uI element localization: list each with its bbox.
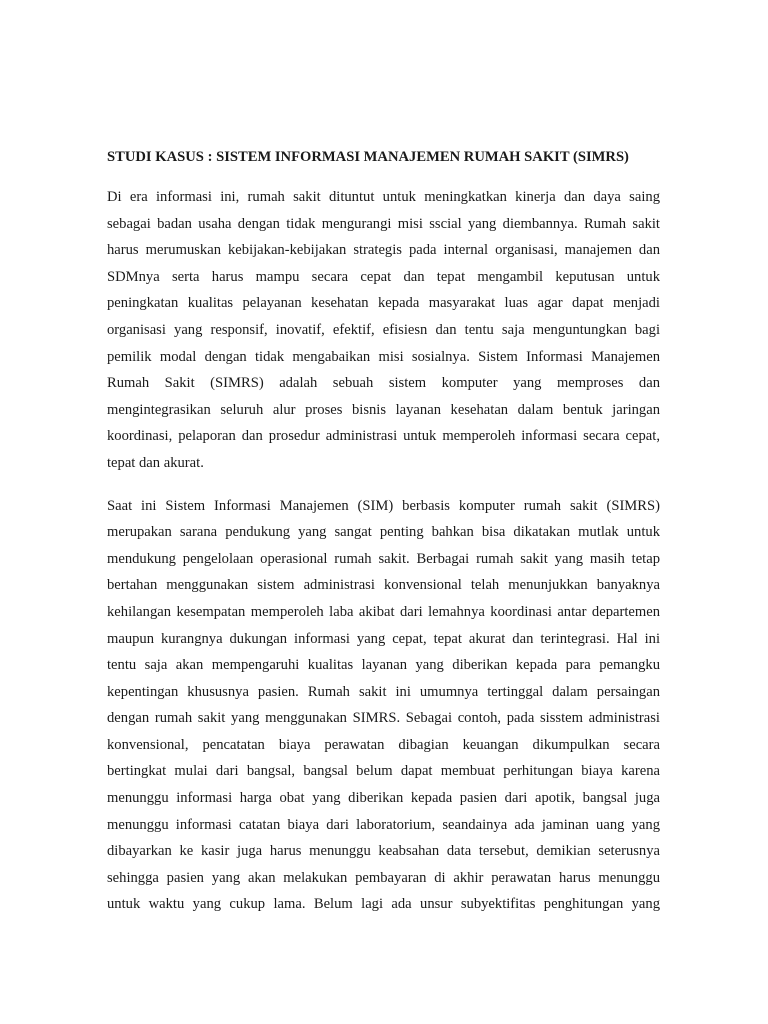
text-line: harus merumuskan kebijakan-kebijakan strategis pada internal organisasi, manajemen dan — [107, 242, 660, 259]
text-line: SDMnya serta harus mampu secara cepat dan tepat mengambil keputusan untuk — [107, 268, 660, 285]
text-line: tepat dan akurat. — [107, 454, 204, 471]
document-title: STUDI KASUS : SISTEM INFORMASI MANAJEMEN RUMAH SAKIT (SIMRS) — [107, 149, 629, 165]
text-line: Saat ini Sistem Informasi Manajemen (SIM) berbasis komputer rumah sakit (SIMRS) — [107, 497, 660, 514]
text-line: menunggu informasi catatan biaya dari laboratorium, seandainya ada jaminan uang yang — [107, 816, 660, 833]
text-line: dibayarkan ke kasir juga harus menunggu keabsahan data tersebut, demikian seterusnya — [107, 843, 660, 860]
text-line: dengan rumah sakit yang menggunakan SIMRS. Sebagai contoh, pada sisstem administrasi — [107, 710, 660, 727]
text-line: konvensional, pencatatan biaya perawatan dibagian keuangan dikumpulkan secara — [107, 736, 660, 753]
document-body — [107, 146, 660, 918]
paragraph — [107, 184, 660, 477]
text-line: Di era informasi ini, rumah sakit dituntut untuk meningkatkan kinerja dan daya saing — [107, 189, 660, 205]
text-line: sebagai badan usaha dengan tidak mengurangi misi sscial yang diembannya. Rumah sakit — [107, 215, 660, 232]
text-line: mengintegrasikan seluruh alur proses bisnis layanan kesehatan dalam bentuk jaringan — [107, 401, 660, 418]
text-line: sehingga pasien yang akan melakukan pembayaran di akhir perawatan harus menunggu — [107, 869, 660, 886]
text-line: menunggu informasi harga obat yang diberikan kepada pasien dari apotik, bangsal juga — [107, 790, 660, 807]
text-line: koordinasi, pelaporan dan prosedur administrasi untuk memperoleh informasi secara cepat, — [107, 428, 660, 445]
text-line: tentu saja akan mempengaruhi kualitas layanan yang diberikan kepada para pemangku — [107, 657, 660, 674]
paragraph — [107, 493, 660, 919]
text-line: mendukung pengelolaan operasional rumah sakit. Berbagai rumah sakit yang masih tetap — [107, 550, 660, 567]
text-line: merupakan sarana pendukung yang sangat penting bahkan bisa dikatakan mutlak untuk — [107, 524, 660, 541]
text-line: pemilik modal dengan tidak mengabaikan misi sosialnya. Sistem Informasi Manajemen — [107, 348, 660, 365]
text-line: bertahan menggunakan sistem administrasi konvensional telah menunjukkan banyaknya — [107, 577, 660, 594]
text-line: kehilangan kesempatan memperoleh laba akibat dari lemahnya koordinasi antar departemen — [107, 603, 660, 620]
text-line: Rumah Sakit (SIMRS) adalah sebuah sistem komputer yang memproses dan — [107, 375, 660, 392]
text-line: organisasi yang responsif, inovatif, efektif, efisiesn dan tentu saja menguntungkan bagi — [107, 321, 660, 338]
text-line: bertingkat mulai dari bangsal, bangsal belum dapat membuat perhitungan biaya karena — [107, 763, 660, 780]
text-line: untuk waktu yang cukup lama. Belum lagi ada unsur subyektifitas penghitungan yang — [107, 896, 660, 913]
text-line: peningkatan kualitas pelayanan kesehatan kepada masyarakat luas agar dapat menjadi — [107, 295, 660, 312]
text-line: maupun kurangnya dukungan informasi yang cepat, tepat akurat dan terintegrasi. Hal ini — [107, 630, 660, 647]
text-line: kepentingan khususnya pasien. Rumah sakit ini umumnya tertinggal dalam persaingan — [107, 683, 660, 700]
